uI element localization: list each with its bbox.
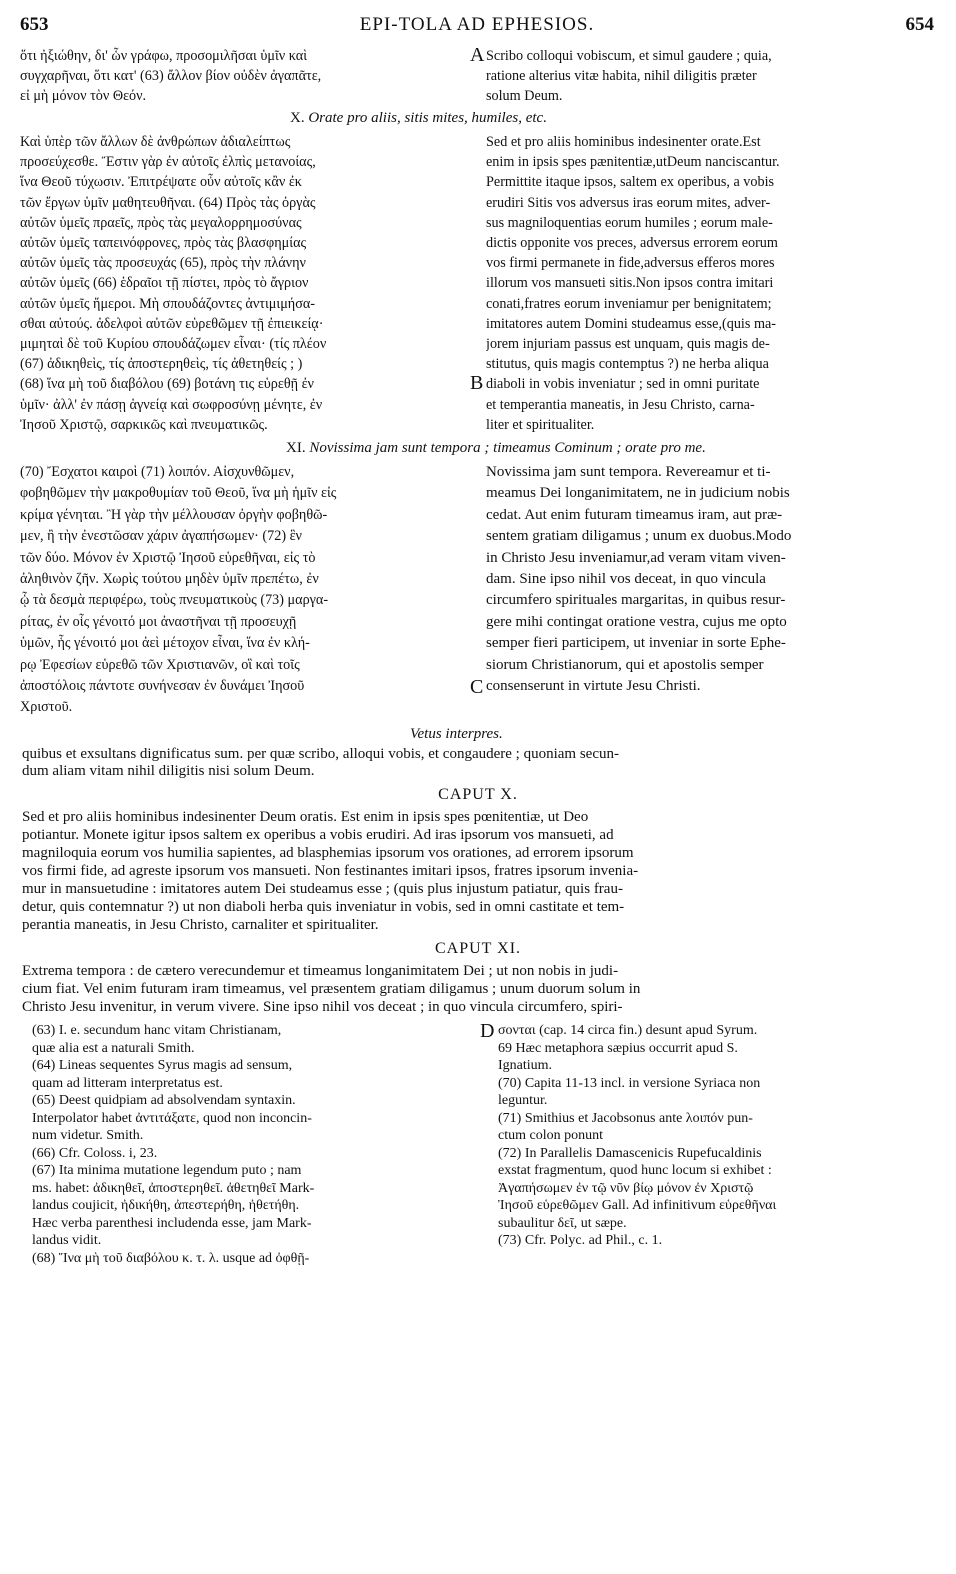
latin-line: erudiri Sitis vos adversus iras eorum mites, adver-: [486, 194, 771, 211]
left-page-number: 653: [20, 14, 49, 35]
footnote-line: (64) Lineas sequentes Syrus magis ad sensum,: [32, 1058, 293, 1073]
text-line: potiantur. Monete igitur ipsos saltem ex operibus a vobis erudiri. Ad iras ipsorum vos mansueti, ad: [22, 827, 614, 843]
text-line: Extrema tempora : de cætero verecundemur et timeamus longanimitatem Dei ; ut non nobis in judi-: [22, 963, 619, 979]
latin-line: cedat. Aut enim futuram timeamus iram, aut præ-: [486, 506, 783, 523]
running-header: [20, 14, 934, 40]
latin-column-intro: [486, 46, 934, 107]
greek-line: ὑμῖν· ἀλλ' ἐν πάσῃ ἁγνείᾳ καὶ σωφροσύνῃ μένητε, ἐν: [20, 396, 323, 413]
greek-line: τῶν ἔργων ὑμῖν μαθητευθῆναι. (64) Πρὸς τὰς ὀργὰς: [20, 194, 316, 211]
greek-line: (70) Ἔσχατοι καιροὶ (71) λοιπόν. Αἰσχυνθῶμεν,: [20, 464, 295, 480]
text-line: vos firmi fide, ad agreste ipsorum vos mansueti. Non festinantes imitari ipsos, fratres ipsorum invenia-: [22, 863, 639, 879]
caput-xi-heading: CAPUT XI.: [434, 940, 522, 957]
footnote-line: exstat fragmentum, quod hunc locum si exhibet :: [498, 1163, 772, 1178]
latin-column-xi: [486, 462, 934, 697]
latin-column-x: [486, 132, 934, 435]
text-line: mur in mansuetudine : imitatores autem Dei studeamus esse ; (quis plus injustum patiatur, quis frau-: [22, 881, 623, 897]
text-line: Christo Jesu invenitur, in verum vivere. Sine ipso nihil vos deceat ; in quo vincula circumfero, spiri-: [22, 999, 623, 1015]
caput-xi-text: [22, 962, 934, 1016]
latin-line: siorum Christianorum, qui et apostolis semper: [486, 656, 764, 673]
footnote-line: 69 Hæc metaphora sæpius occurrit apud S.: [498, 1040, 738, 1056]
footnote-line: (66) Cfr. Coloss. i, 23.: [32, 1145, 158, 1161]
text-line: Sed et pro aliis hominibus indesinenter Deum oratis. Est enim in ipsis spes pœnitentiæ, ut Deo: [22, 809, 589, 825]
footnote-line: Ἀγαπήσωμεν ἐν τῷ νῦν βίῳ μόνον ἐν Χριστῷ: [498, 1180, 754, 1196]
footnote-line: quæ alia est a naturali Smith.: [32, 1040, 195, 1056]
greek-line: εἰ μὴ μόνον τὸν Θεόν.: [20, 88, 147, 105]
greek-line: αὐτῶν ὑμεῖς τὰς προσευχάς (65), πρὸς τὴν πλάνην: [20, 255, 306, 272]
footnote-line: Ignatium.: [498, 1058, 553, 1073]
latin-line: conati,fratres eorum inveniamur per benignitatem;: [486, 295, 772, 312]
section-number: XI.: [286, 440, 306, 456]
latin-line: consenserunt in virtute Jesu Christi.: [486, 678, 701, 695]
latin-line: ratione alterius vitæ habita, nihil diligitis præter: [486, 68, 757, 85]
latin-line: Sed et pro aliis hominibus indesinenter orate.Est: [486, 134, 761, 150]
footnote-line: σονται (cap. 14 circa fin.) desunt apud Syrum.: [498, 1023, 758, 1038]
text-line: detur, quis contemnatur ?) ut non diaboli herba quis inveniatur in vobis, sed in omni castitate et tem-: [22, 899, 625, 915]
footnote-line: (70) Capita 11-13 incl. in versione Syriaca non: [498, 1075, 761, 1091]
latin-line: illorum vos mansueti sitis.Non ipsos contra imitari: [486, 275, 774, 292]
footnote-line: quam ad litteram interpretatus est.: [32, 1075, 223, 1091]
greek-line: ὅτι ἠξιώθην, δι' ὧν γράφω, προσομιλῆσαι ὑμῖν καὶ: [20, 48, 308, 64]
text-line: cium fiat. Vel enim futuram iram timeamus, vel præsentem gratiam diligamus ; unum duorum solum in: [22, 981, 641, 997]
latin-line: Permittite itaque ipsos, saltem ex operibus, a vobis: [486, 174, 775, 191]
margin-letter-c: C: [470, 676, 484, 698]
latin-line: jorem injuriam passus est unquam, quis magis de-: [486, 336, 770, 353]
greek-line: ἀποστόλοις πάντοτε συνήνεσαν ἐν δυνάμει Ἰησοῦ: [20, 678, 305, 695]
footnote-line: (63) I. e. secundum hanc vitam Christianam,: [32, 1023, 282, 1038]
greek-line: ρῳ Ἐφεσίων εὑρεθῶ τῶν Χριστιανῶν, οἳ καὶ τοῖς: [20, 656, 300, 673]
margin-letter-b: B: [470, 372, 484, 394]
greek-line: φοβηθῶμεν τὴν μακροθυμίαν τοῦ Θεοῦ, ἵνα μὴ ἡμῖν εἰς: [20, 485, 337, 502]
greek-column-xi: [20, 462, 472, 719]
vetus-interpres-heading: Vetus interpres.: [410, 726, 503, 742]
greek-line: Ἰησοῦ Χριστῷ, σαρκικῶς καὶ πνευματικῶς.: [20, 416, 268, 433]
latin-line: in Christo Jesu inveniamur,ad veram vitam viven-: [486, 549, 786, 566]
footnote-line: ctum colon ponunt: [498, 1128, 603, 1143]
footnote-line: landus coujicit, ἠδικήθη, ἀπεστερήθη, ἠθετήθη.: [32, 1198, 300, 1213]
latin-line: stitutus, quis magis contemptus ?) ne herba aliqua: [486, 356, 769, 373]
latin-line: liter et spiritualiter.: [486, 416, 595, 433]
footnote-line: ms. habet: ἀδικηθεῖ, ἀποστερηθεῖ. ἀθετηθεῖ Mark-: [32, 1180, 315, 1196]
section-title: Orate pro aliis, sitis mites, humiles, etc.: [308, 110, 547, 126]
margin-letter-a: A: [470, 44, 485, 66]
text-line: quibus et exsultans dignificatus sum. per quæ scribo, alloqui vobis, et congaudere ; quoniam secun-: [22, 746, 619, 762]
footnote-line: (67) Ita minima mutatione legendum puto ; nam: [32, 1163, 302, 1178]
right-page-number: 654: [905, 14, 934, 35]
greek-line: ἀληθινὸν ζῆν. Χωρὶς τούτου μηδὲν ὑμῖν πρεπέτω, ἐν: [20, 571, 319, 588]
latin-line: enim in ipsis spes pænitentiæ,utDeum nanciscantur.: [486, 154, 780, 171]
greek-line: αὐτῶν ὑμεῖς πραεῖς, πρὸς τὰς μεγαλορρημοσύνας: [20, 214, 302, 231]
latin-line: Scribo colloqui vobiscum, et simul gaudere ; quia,: [486, 48, 772, 64]
running-title: EPI-TOLA AD EPHESIOS.: [359, 14, 595, 35]
section-x-heading: [290, 110, 547, 127]
section-number: X.: [290, 110, 305, 126]
footnote-line: Ἰησοῦ εὑρεθῶμεν Gall. Ad infinitivum εὑρεθῆναι: [498, 1198, 777, 1213]
greek-line: αὐτῶν ὑμεῖς ἥμεροι. Μὴ σπουδάζοντες ἀντιμιμήσα-: [20, 295, 316, 312]
footnote-line: (68) Ἵνα μὴ τοῦ διαβόλου κ. τ. λ. usque ad ὀφθῇ-: [32, 1250, 310, 1266]
greek-line: αὐτῶν ὑμεῖς ταπεινόφρονες, πρὸς τὰς βλασφημίας: [20, 235, 307, 252]
footnote-line: subaulitur δεῖ, ut sæpe.: [498, 1215, 627, 1231]
greek-line: προσεύχεσθε. Ἔστιν γὰρ ἐν αὐτοῖς ἐλπὶς μετανοίας,: [20, 154, 316, 171]
greek-line: σθαι αὐτούς. ἀδελφοὶ αὐτῶν εὑρεθῶμεν τῇ ἐπιεικείᾳ·: [20, 315, 324, 332]
footnote-line: (73) Cfr. Polyc. ad Phil., c. 1.: [498, 1233, 663, 1248]
footnote-line: landus vidit.: [32, 1233, 102, 1248]
greek-line: ὑμῶν, ἧς γένοιτό μοι ἀεὶ μέτοχον εἶναι, ἵνα ἐν κλή-: [20, 635, 310, 652]
latin-line: gere mihi contingat oratione vestra, cujus me opto: [486, 613, 787, 630]
greek-column-x: [20, 132, 472, 435]
greek-line: συγχαρῆναι, ὅτι κατ' (63) ἄλλον βίον οὐδὲν ἀγαπᾶτε,: [20, 68, 322, 85]
greek-line: ᾧ τὰ δεσμὰ περιφέρω, τοὺς πνευματικοὺς (73) μαργα-: [20, 592, 329, 609]
greek-line: ἵνα Θεοῦ τύχωσιν. Ἐπιτρέψατε οὖν αὐτοῖς κἂν ἐκ: [20, 174, 302, 191]
latin-line: solum Deum.: [486, 88, 563, 105]
greek-line: (68) ἵνα μὴ τοῦ διαβόλου (69) βοτάνη τις εὑρεθῇ ἐν: [20, 376, 314, 393]
vetus-interpres-text: [22, 746, 934, 780]
footnote-line: num videtur. Smith.: [32, 1128, 144, 1143]
text-line: perantia maneatis, in Jesu Christo, carnaliter et spiritualiter.: [22, 917, 379, 933]
greek-line: κρίμα γένηται. Ἢ γὰρ τὴν μέλλουσαν ὀργὴν φοβηθῶ-: [20, 506, 328, 523]
greek-line: μιμηταὶ δὲ τοῦ Κυρίου σπουδάζωμεν εἶναι· (τίς πλέον: [20, 336, 327, 353]
footnote-line: (65) Deest quidpiam ad absolvendam syntaxin.: [32, 1093, 296, 1108]
greek-line: Χριστοῦ.: [20, 699, 73, 716]
greek-line: μεν, ἢ τὴν ἐνεστῶσαν χάριν ἀγαπήσωμεν· (72) ἓν: [20, 528, 302, 545]
greek-line: τῶν δύο. Μόνον ἐν Χριστῷ Ἰησοῦ εὑρεθῆναι, εἰς τὸ: [20, 549, 316, 566]
latin-line: semper fieri participem, ut inveniar in sorte Ephe-: [486, 635, 786, 652]
margin-letter-d: D: [480, 1020, 495, 1042]
latin-line: vos firmi permanete in fide,adversus efferos mores: [486, 255, 775, 272]
greek-line: ρίτας, ἐν οἷς γένοιτό μοι ἀναστῆναι τῇ προσευχῇ: [20, 613, 297, 630]
latin-line: dam. Sine ipso nihil vos deceat, in quo vincula: [486, 571, 766, 588]
section-xi-heading: [286, 440, 706, 457]
latin-line: Novissima jam sunt tempora. Revereamur et ti-: [486, 464, 771, 480]
section-title: Novissima jam sunt tempora ; timeamus Cominum ; orate pro me.: [309, 440, 706, 456]
footnote-line: (72) In Parallelis Damascenicis Rupefucaldinis: [498, 1145, 762, 1161]
footnote-line: (71) Smithius et Jacobsonus ante λοιπόν pun-: [498, 1110, 753, 1126]
footnote-line: leguntur.: [498, 1093, 548, 1108]
latin-line: diaboli in vobis inveniatur ; sed in omni puritate: [486, 376, 760, 393]
footnotes-left: [32, 1022, 476, 1267]
caput-x-text: [22, 808, 934, 934]
greek-column-intro: [20, 46, 472, 107]
latin-line: sentem gratiam diligamus ; unum ex duobus.Modo: [486, 528, 792, 545]
latin-line: imitatores autem Domini studeamus esse,(quis ma-: [486, 315, 776, 332]
text-line: magniloquia eorum vos humilia sapientes, ad blasphemias ipsorum vos orationes, ad errorem ipsorum: [22, 845, 634, 861]
greek-line: αὐτῶν ὑμεῖς (66) ἑδραῖοι τῇ πίστει, πρὸς τὸ ἄγριον: [20, 275, 309, 292]
text-line: dum aliam vitam nihil diligitis nisi solum Deum.: [22, 763, 315, 779]
caput-x-heading: CAPUT X.: [438, 786, 518, 803]
latin-line: sus magniloquentias eorum humiles ; eorum male-: [486, 214, 773, 231]
footnote-line: Interpolator habet ἀντιτάξατε, quod non inconcin-: [32, 1110, 312, 1126]
latin-line: et temperantia maneatis, in Jesu Christo, carna-: [486, 396, 755, 413]
greek-line: Καὶ ὑπὲρ τῶν ἄλλων δὲ ἀνθρώπων ἀδιαλείπτως: [20, 134, 291, 150]
greek-line: (67) ἀδικηθεὶς, τίς ἀποστερηθεὶς, τίς ἀθετηθείς ; ): [20, 356, 303, 373]
latin-line: circumfero spirituales margaritas, in quibus resur-: [486, 592, 786, 609]
footnote-line: Hæc verba parenthesi includenda esse, jam Mark-: [32, 1215, 312, 1231]
footnotes-right: [498, 1022, 936, 1250]
latin-line: dictis opponite vos preces, adversus errorem eorum: [486, 235, 778, 252]
latin-line: meamus Dei longanimitatem, ne in judicium nobis: [486, 485, 790, 502]
